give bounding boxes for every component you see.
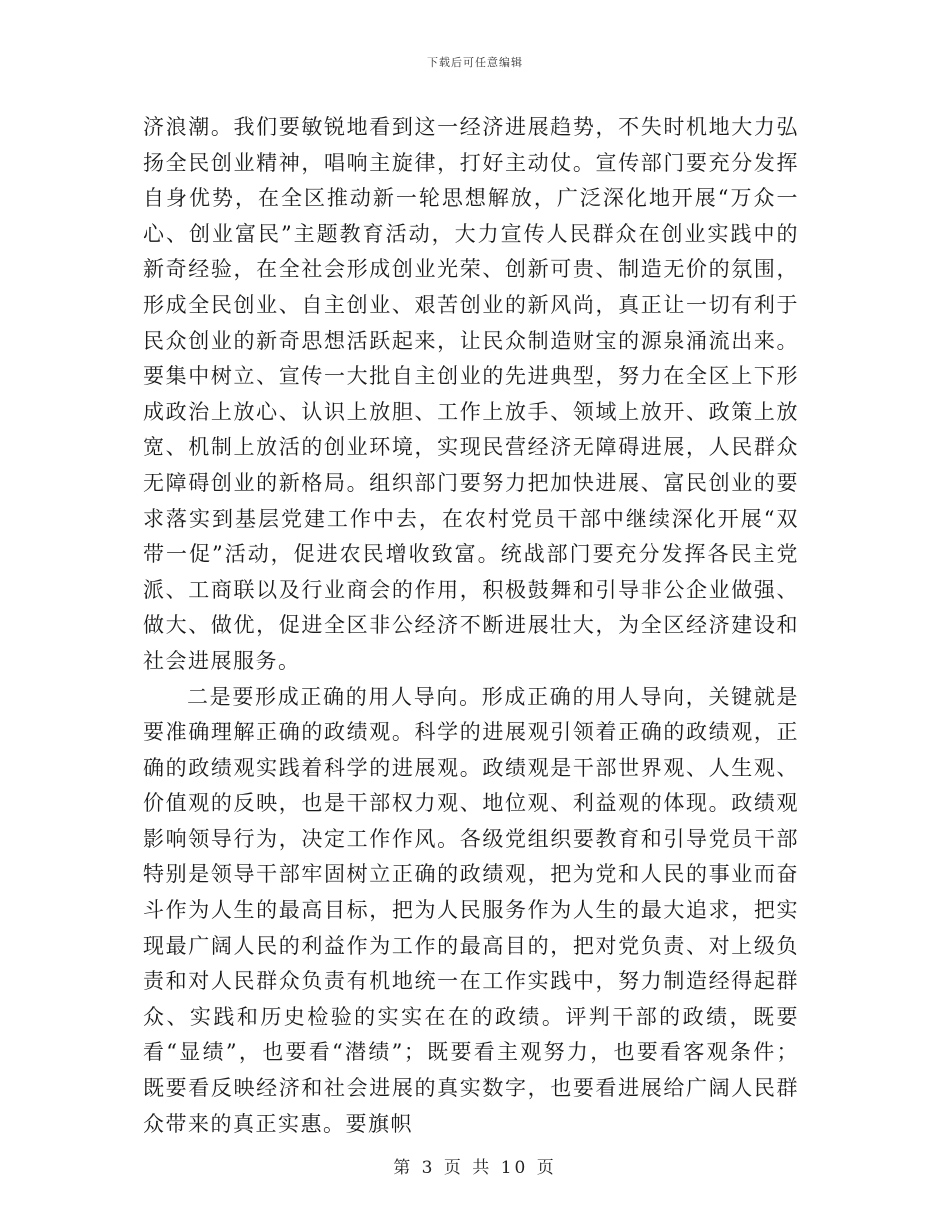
paragraph-employment-guidance: 二是要形成正确的用人导向。形成正确的用人导向，关键就是要准确理解正确的政绩观。科学的进展观引领着正确的政绩观，正确的政绩观实践着科学的进展观。政绩观是干部世界观、人生观、价值观的反映，也是干部权力观、地位观、利益观的体现。政绩观影响领导行为，决定工作作风。各级党组织要教育和引导党员干部特别是领导干部牢固树立正确的政绩观，把为党和人民的事业而奋斗作为人生的最高目标，把为人民服务作为人生的最大追求，把实现最广阔人民的利益作为工作的最高目的，把对党负责、对上级负责和对人民群众负责有机地统一在工作实践中，努力制造经得起群众、实践和历史检验的实实在在的政绩。评判干部的政绩，既要看“显绩”，也要看“潜绩”；既要看主观努力，也要看客观条件；既要看反映经济和社会进展的真实数字，也要看进展给广阔人民群众带来的真正实惠。要旗帜	[143, 684, 799, 1136]
page-number: 第 3 页 共 10 页	[393, 1158, 557, 1178]
page-header: 下载后可任意编辑	[427, 56, 523, 69]
document-body	[143, 110, 799, 1142]
paragraph-continued: 济浪潮。我们要敏锐地看到这一经济进展趋势，不失时机地大力弘扬全民创业精神，唱响主旋律，打好主动仗。宣传部门要充分发挥自身优势，在全区推动新一轮思想解放，广泛深化地开展“万众一心、创业富民”主题教育活动，大力宣传人民群众在创业实践中的新奇经验，在全社会形成创业光荣、创新可贵、制造无价的氛围，形成全民创业、自主创业、艰苦创业的新风尚，真正让一切有利于民众创业的新奇思想活跃起来，让民众制造财宝的源泉涌流出来。要集中树立、宣传一大批自主创业的先进典型，努力在全区上下形成政治上放心、认识上放胆、工作上放手、领域上放开、政策上放宽、机制上放活的创业环境，实现民营经济无障碍进展，人民群众无障碍创业的新格局。组织部门要努力把加快进展、富民创业的要求落实到基层党建工作中去，在农村党员干部中继续深化开展“双带一促”活动，促进农民增收致富。统战部门要充分发挥各民主党派、工商联以及行业商会的作用，积极鼓舞和引导非公企业做强、做大、做优，促进全区非公经济不断进展壮大，为全区经济建设和社会进展服务。	[143, 115, 799, 673]
